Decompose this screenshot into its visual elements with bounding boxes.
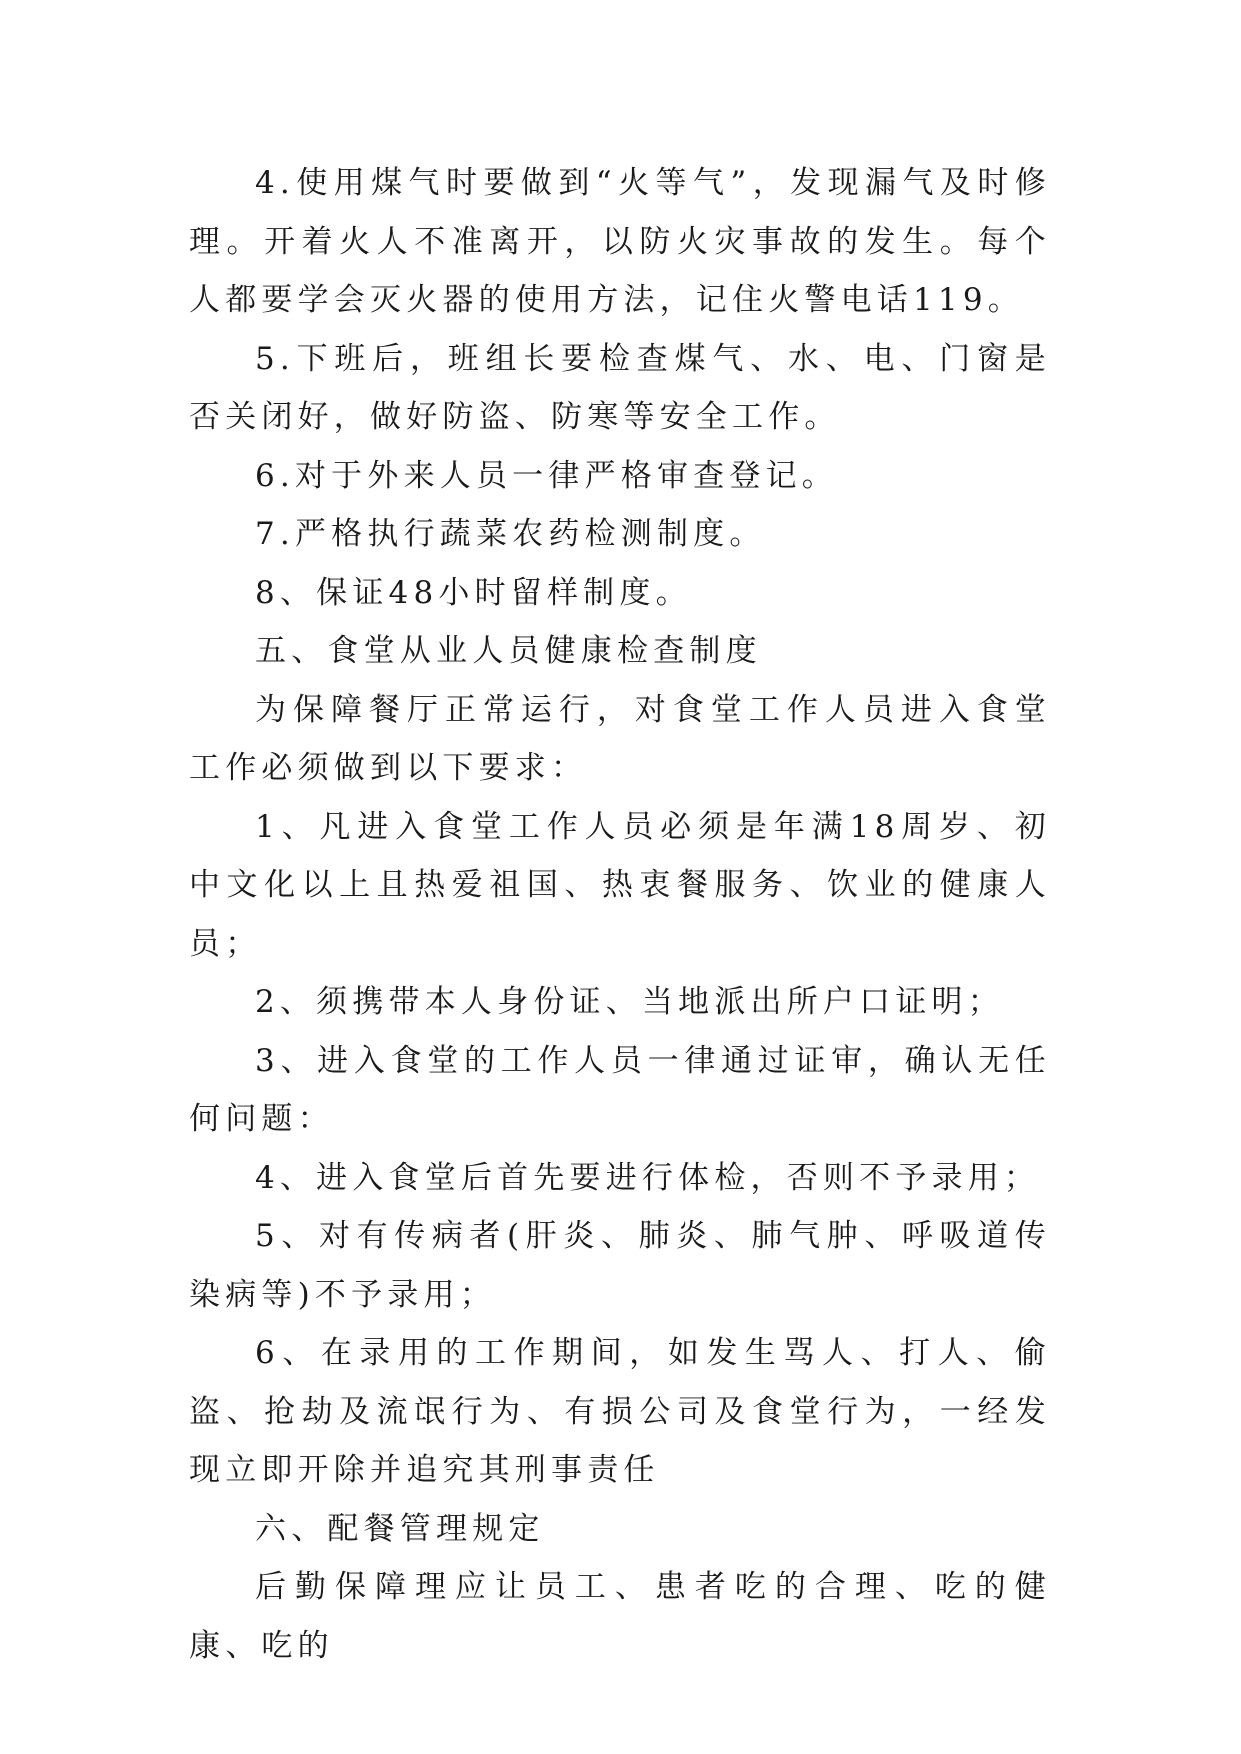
paragraph-pesticide-testing: 7.严格执行蔬菜农药检测制度。 bbox=[255, 516, 766, 552]
paragraph-health-intro: 为保障餐厅正常运行，对食堂工作人员进入食堂工作必须做到以下要求： bbox=[189, 691, 1051, 786]
paragraph-meal-intro: 后勤保障理应让员工、患者吃的合理、吃的健康、吃的 bbox=[189, 1569, 1051, 1664]
paragraph-health-item-1: 1、凡进入食堂工作人员必须是年满18周岁、初中文化以上且热爱祖国、热衷餐服务、饮业的健康人员； bbox=[189, 808, 1051, 962]
paragraph-sample-retention: 8、保证48小时留样制度。 bbox=[255, 574, 692, 611]
paragraph-health-item-5: 5、对有传病者(肝炎、肺炎、肺气肿、呼吸道传染病等)不予录用； bbox=[189, 1218, 1051, 1313]
paragraph-after-work-check: 5.下班后，班组长要检查煤气、水、电、门窗是否关闭好，做好防盗、防寒等安全工作。 bbox=[189, 340, 1051, 435]
paragraph-health-item-4: 4、进入食堂后首先要进行体检，否则不予录用； bbox=[255, 1159, 1041, 1196]
paragraph-visitor-registration: 6.对于外来人员一律严格审查登记。 bbox=[255, 457, 838, 494]
paragraph-health-item-6: 6、在录用的工作期间，如发生骂人、打人、偷盗、抢劫及流氓行为、有损公司及食堂行为，一经发现立即开除并追究其刑事责任 bbox=[189, 1335, 1051, 1488]
paragraph-health-item-2: 2、须携带本人身份证、当地派出所户口证明； bbox=[255, 984, 1004, 1020]
paragraph-health-item-3: 3、进入食堂的工作人员一律通过证审，确认无任何问题： bbox=[189, 1042, 1051, 1137]
section-heading-meal-management: 六、配餐管理规定 bbox=[255, 1510, 545, 1547]
section-heading-health-check: 五、食堂从业人员健康检查制度 bbox=[255, 633, 762, 669]
paragraph-gas-safety: 4.使用煤气时要做到“火等气”，发现漏气及时修理。开着火人不准离开，以防火灾事故的发生。每个人都要学会灭火器的使用方法，记住火警电话119。 bbox=[189, 165, 1051, 318]
document-body bbox=[189, 154, 1051, 1675]
